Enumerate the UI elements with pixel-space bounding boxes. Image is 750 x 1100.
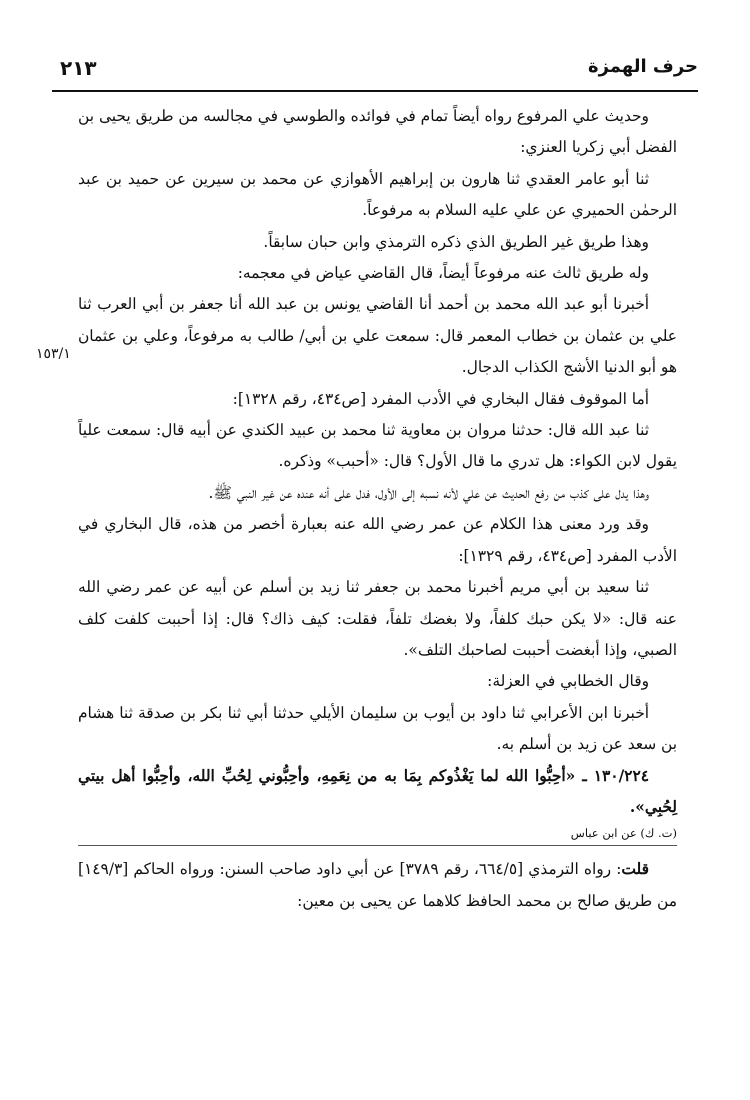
header-rule: [52, 90, 698, 92]
paragraph: ثنا سعيد بن أبي مريم أخبرنا محمد بن جعفر ثنا زيد بن أسلم عن أبيه عن عمر رضي الله عنه قال: «لا يكن حبك كلفاً، ولا بغضك تلفاً، فقلت: كيف ذاك؟ قال: إذا أحببت كلفت كلف الصبي، وإذا أبغضت أحببت لصاحبك التلف».: [78, 578, 677, 659]
paragraph: وهذا يدل على كذب من رفع الحديث عن علي لأنه نسبه إلى الأول، فدل على أنه عنده عن غير النبي ﷺ.: [208, 483, 649, 502]
paragraph: ثنا عبد الله قال: حدثنا مروان بن معاوية ثنا محمد بن عبيد الكندي عن أبيه قال: سمعت علياً يقول لابن الكواء: هل تدري ما قال الأول؟ قال: «أحبب» وذكره.: [78, 421, 677, 471]
commentary-paragraph: [78, 854, 677, 917]
paragraph: أخبرنا أبو عبد الله محمد بن أحمد أنا القاضي يونس بن عبد الله أنا جعفر بن أبي العرب ثنا علي بن عثمان بن خطاب المعمر قال: سمعت علي بن أبي/ طالب به مرفوعاً، وعلي بن عثمان هو أبو الدنيا الأشج الكذاب الدجال.: [78, 295, 677, 377]
page-header: [52, 40, 698, 92]
hadith-source: (ت. ك) عن ابن عباس: [570, 826, 677, 841]
paragraph: وله طريق ثالث عنه مرفوعاً أيضاً، قال القاضي عياض في معجمه:: [237, 264, 649, 283]
hadith-text: ١٣٠/٢٢٤ ـ «أحِبُّوا الله لما يَغْذُوكم بِمَا به من نِعَمِهِ، وأحِبُّوني لِحُبِّ الله، وأحِبُّوا أهل بيتي لِحُبِي».: [78, 766, 677, 816]
paragraph: وقال الخطابي في العزلة:: [487, 672, 649, 691]
commentary-lead: قلت: [621, 860, 649, 879]
section-divider: [78, 845, 677, 846]
page-number: ٢١٣: [60, 56, 97, 80]
paragraph: أما الموقوف فقال البخاري في الأدب المفرد [ص٤٣٤، رقم ١٣٢٨]:: [232, 389, 649, 408]
paragraph: ثنا أبو عامر العقدي ثنا هارون بن إبراهيم الأهوازي عن محمد بن سيرين عن حميد بن عبد الرحمٰن الحميري عن علي عليه السلام به مرفوعاً.: [78, 169, 677, 220]
paragraph: وهذا طريق غير الطريق الذي ذكره الترمذي وابن حبان سابقاً.: [263, 232, 649, 251]
commentary-text: : رواه الترمذي [٦٦٤/٥، رقم ٣٧٨٩] عن أبي داود صاحب السنن: ورواه الحاكم [١٤٩/٣] من طريق صالح بن محمد الحافظ كلاهما عن يحيى بن معين:: [78, 860, 677, 910]
paragraph: أخبرنا ابن الأعرابي ثنا داود بن أيوب بن سليمان الأيلي حدثنا أبي ثنا بكر بن صدقة ثنا هشام بن سعد عن زيد بن أسلم به.: [78, 703, 677, 754]
margin-reference: ١٥٣/١: [36, 346, 71, 362]
page-body: [78, 101, 677, 917]
paragraph: وحديث علي المرفوع رواه أيضاً تمام في فوائده والطوسي في مجالسه من طريق يحيى بن الفضل أبي زكريا العنزي:: [78, 107, 677, 157]
chapter-title: حرف الهمزة: [587, 56, 698, 77]
paragraph: وقد ورد معنى هذا الكلام عن عمر رضي الله عنه بعبارة أخصر من هذه، قال البخاري في الأدب المفرد [ص٤٣٤، رقم ١٣٢٩]:: [78, 515, 677, 565]
